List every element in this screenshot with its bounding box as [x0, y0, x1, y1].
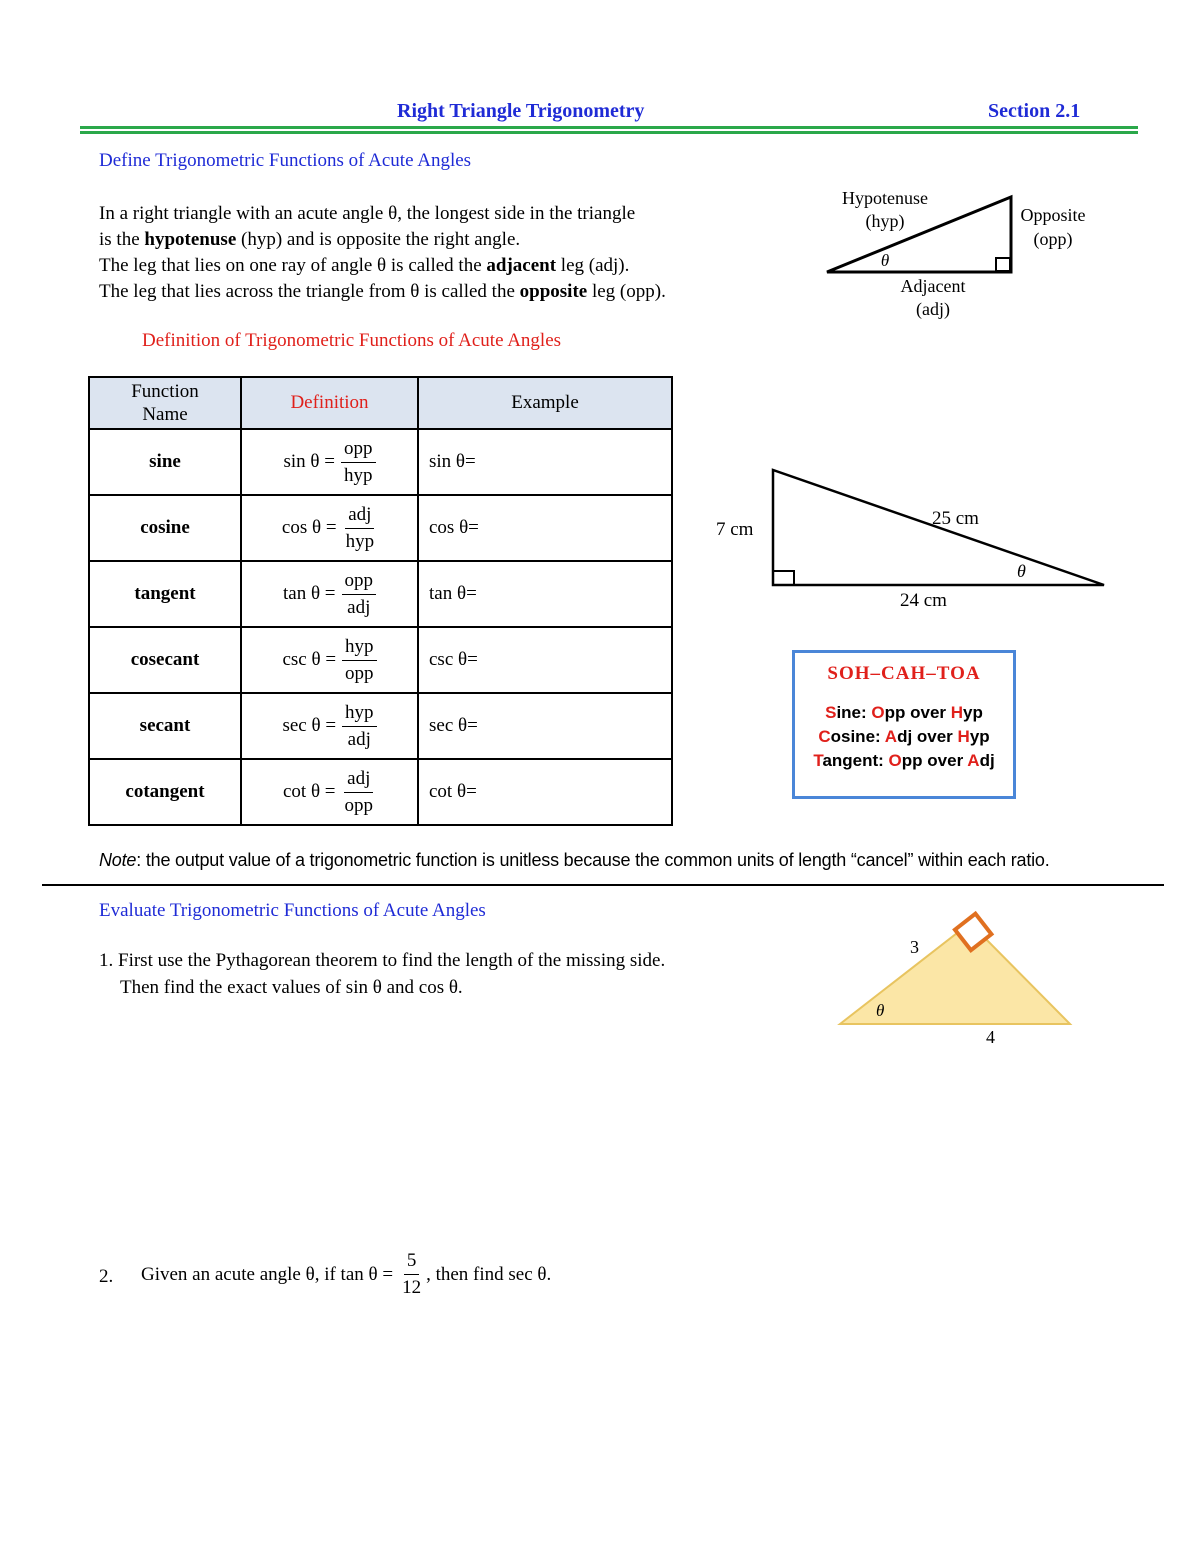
labeled-right-triangle-diagram: [815, 185, 1105, 325]
function-name: tangent: [89, 561, 241, 627]
question-2-text: Given an acute angle θ, if tan θ = $\frac{5}{12}$ , then find sec θ.: [141, 1250, 552, 1298]
definition-cell: sin θ = $\frac{\text{opp}}{\text{hyp}}$: [241, 429, 418, 495]
adjacent-abbr: (adj): [916, 299, 950, 319]
side-bottom-label: 24 cm: [900, 590, 947, 611]
definition-cell: csc θ = $\frac{\text{hyp}}{\text{opp}}$: [241, 627, 418, 693]
side-left-label: 7 cm: [716, 519, 754, 540]
define-line-2: is the hypotenuse (hyp) and is opposite the right angle.: [99, 229, 521, 250]
header-rule-bottom: [80, 131, 1138, 134]
example-cell[interactable]: sec θ=: [418, 693, 672, 759]
adjacent-label: Adjacent: [900, 276, 966, 296]
table-row: [89, 561, 672, 627]
function-name: cosecant: [89, 627, 241, 693]
opposite-label: Opposite: [1020, 205, 1086, 225]
question-1-triangle-diagram: [830, 905, 1090, 1050]
sine-mnemonic: Sine: Opp over Hyp: [825, 703, 983, 722]
table-header-row: [89, 377, 672, 429]
define-line-1: In a right triangle with an acute angle θ, the longest side in the triangle: [99, 203, 636, 224]
triangle-outline: [827, 197, 1011, 272]
definition-cell: tan θ = $\frac{\text{opp}}{\text{adj}}$: [241, 561, 418, 627]
cosine-mnemonic: Cosine: Adj over Hyp: [818, 727, 990, 746]
definition-cell: cos θ = $\frac{\text{adj}}{\text{hyp}}$: [241, 495, 418, 561]
example-cell[interactable]: csc θ=: [418, 627, 672, 693]
table-row: [89, 429, 672, 495]
header-definition: Definition: [241, 377, 418, 429]
example-cell[interactable]: cos θ=: [418, 495, 672, 561]
trig-definitions-table: [88, 376, 673, 826]
section-divider: [42, 884, 1164, 886]
function-name: cosine: [89, 495, 241, 561]
theta-label: θ: [1017, 561, 1026, 581]
right-angle-mark: [996, 258, 1010, 271]
soh-cah-toa-title: SOH–CAH–TOA: [827, 663, 981, 684]
tangent-mnemonic: Tangent: Opp over Adj: [813, 751, 995, 770]
hypotenuse-abbr: (hyp): [865, 211, 905, 231]
table-row: [89, 495, 672, 561]
opposite-abbr: (opp): [1033, 229, 1073, 249]
hypotenuse-label: Hypotenuse: [842, 188, 928, 208]
example-cell[interactable]: sin θ=: [418, 429, 672, 495]
example-right-triangle-diagram: [700, 460, 1120, 620]
side-b-label: 4: [986, 1027, 995, 1047]
right-angle-mark: [773, 571, 794, 585]
header-rule-top: [80, 126, 1138, 129]
table-row: [89, 759, 672, 825]
table-row: [89, 693, 672, 759]
question-2-number: 2.: [99, 1266, 114, 1287]
table-row: [89, 627, 672, 693]
theta-label: θ: [876, 1001, 885, 1020]
define-section-title: Define Trigonometric Functions of Acute Angles: [99, 150, 472, 171]
evaluate-section-title: Evaluate Trigonometric Functions of Acute Angles: [99, 900, 486, 921]
side-a-label: 3: [910, 937, 919, 957]
function-name: sine: [89, 429, 241, 495]
question-1-line-1: 1. First use the Pythagorean theorem to find the length of the missing side.: [99, 950, 666, 971]
header-function-name: Function Name: [89, 377, 241, 429]
page-title: Right Triangle Trigonometry: [397, 100, 645, 122]
define-line-4: The leg that lies across the triangle from θ is called the opposite leg (opp).: [99, 281, 666, 302]
function-name: cotangent: [89, 759, 241, 825]
question-1-line-2: Then find the exact values of sin θ and cos θ.: [120, 977, 463, 998]
side-hyp-label: 25 cm: [932, 508, 979, 529]
theta-label: θ: [880, 251, 890, 270]
definition-cell: cot θ = $\frac{\text{adj}}{\text{opp}}$: [241, 759, 418, 825]
triangle-shape: [840, 923, 1070, 1024]
definition-cell: sec θ = $\frac{\text{hyp}}{\text{adj}}$: [241, 693, 418, 759]
section-number: Section 2.1: [988, 100, 1081, 122]
define-line-3: The leg that lies on one ray of angle θ is called the adjacent leg (adj).: [99, 255, 630, 276]
note-text: Note: the output value of a trigonometric function is unitless because the common units of length “cancel” within each ratio.: [99, 850, 1050, 870]
define-paragraph: [99, 201, 779, 305]
soh-cah-toa-box: [792, 650, 1016, 799]
function-name: secant: [89, 693, 241, 759]
definition-title: Definition of Trigonometric Functions of Acute Angles: [142, 330, 562, 351]
example-cell[interactable]: cot θ=: [418, 759, 672, 825]
header-example: Example: [418, 377, 672, 429]
example-cell[interactable]: tan θ=: [418, 561, 672, 627]
